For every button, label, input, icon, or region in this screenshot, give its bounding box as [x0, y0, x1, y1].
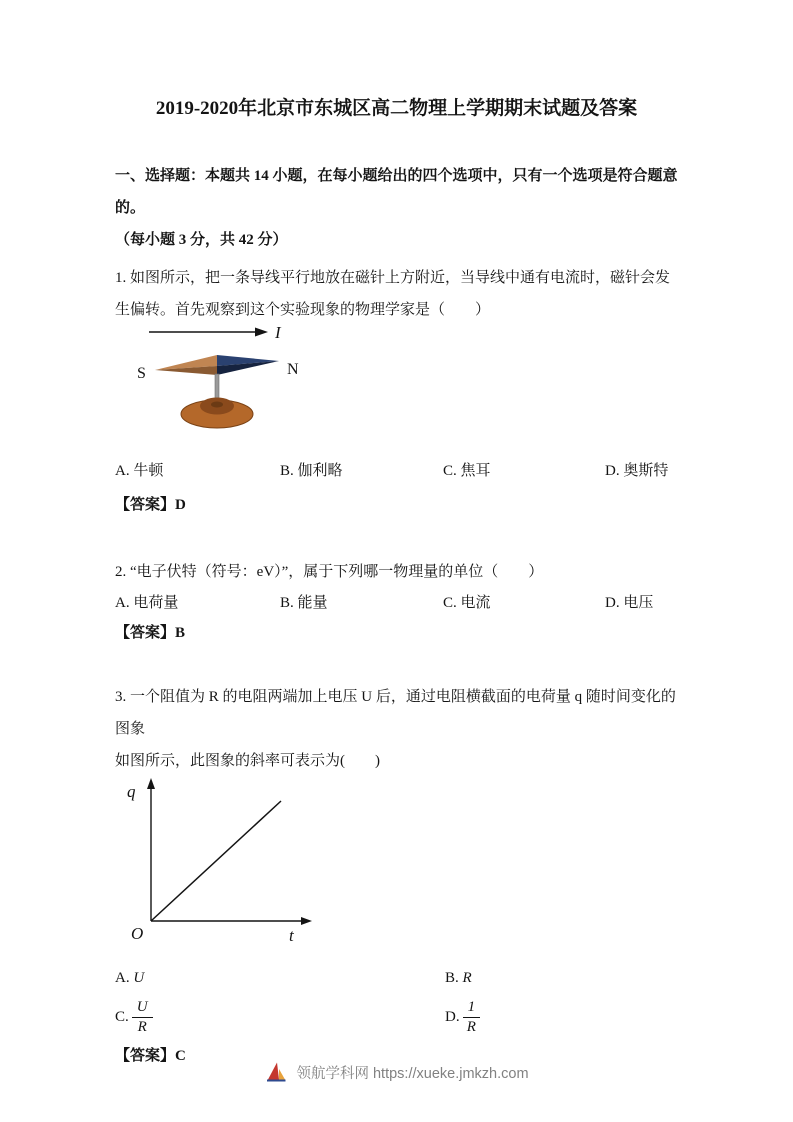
question-2-options [115, 588, 678, 618]
q3-option-b-letter: B. [445, 970, 463, 986]
q3-option-a-variable: U [133, 970, 145, 986]
q2-option-a: A. 电荷量 [115, 595, 179, 611]
q1-option-a: A. 牛顿 [115, 463, 164, 479]
question-3-text-line1: 3. 一个阻值为 R 的电阻两端加上电压 U 后，通过电阻横截面的电荷量 q 随时间变化的图象 [115, 689, 676, 737]
question-3-text-line2: 如图所示，此图象的斜率可表示为( ) [115, 753, 380, 769]
question-1-options [115, 456, 678, 486]
compass-illustration [137, 322, 342, 442]
y-axis-arrow-icon [147, 778, 155, 789]
q3-option-d [445, 999, 480, 1037]
q2-option-d: D. 电压 [605, 595, 654, 611]
q3-option-d-fraction [463, 999, 481, 1037]
section-header-line2: （每小题 3 分，共 42 分） [115, 232, 288, 248]
q3-option-b [445, 963, 472, 993]
q3-option-a [115, 963, 445, 993]
question-1-figure [137, 322, 678, 442]
question-2 [115, 556, 678, 648]
question-1 [115, 262, 678, 326]
stand-cap [211, 402, 223, 408]
q3-option-d-denominator: R [466, 1019, 476, 1036]
xueke-logo-icon [264, 1060, 288, 1084]
footer [0, 1060, 793, 1084]
north-pole-label: N [287, 361, 299, 378]
x-axis-label: t [289, 926, 294, 945]
q1-answer: 【答案】D [115, 497, 186, 513]
q3-option-b-variable: R [462, 970, 472, 986]
q3-option-d-letter: D. [445, 1009, 460, 1026]
q3-option-c [115, 999, 445, 1037]
q-vs-t-graph [123, 775, 323, 947]
q1-option-d: D. 奥斯特 [605, 463, 669, 479]
page-title: 2019-2020年北京市东城区高二物理上学期期末试题及答案 [155, 98, 638, 119]
x-axis-arrow-icon [301, 917, 312, 925]
q2-answer: 【答案】B [115, 625, 186, 641]
section-header [115, 160, 678, 256]
q2-option-c: C. 电流 [443, 595, 491, 611]
q3-option-c-fraction [132, 999, 153, 1037]
section-header-line1: 一、选择题：本题共 14 小题，在每小题给出的四个选项中，只有一个选项是符合题意的。 [115, 168, 678, 216]
question-3-figure [123, 775, 678, 947]
q-t-line [151, 801, 281, 921]
question-3-options-ab [115, 963, 678, 993]
question-1-text-line1: 1. 如图所示，把一条导线平行地放在磁针上方附近，当导线中通有电流时，磁针会发 [115, 270, 671, 286]
south-pole-label: S [137, 365, 146, 382]
current-arrow-icon [255, 328, 268, 337]
q3-option-c-denominator: R [137, 1019, 147, 1036]
question-3 [115, 681, 678, 777]
current-label: I [275, 323, 281, 342]
q3-option-c-numerator: U [132, 999, 153, 1018]
question-3-options-cd [115, 999, 678, 1037]
q3-option-a-letter: A. [115, 970, 134, 986]
q3-option-d-numerator: 1 [463, 999, 481, 1018]
q1-option-b: B. 伽利略 [280, 463, 343, 479]
y-axis-label: q [127, 782, 136, 801]
question-2-text: 2. “电子伏特（符号：eV）”，属于下列哪一物理量的单位（ ） [115, 564, 544, 580]
q2-option-b: B. 能量 [280, 595, 328, 611]
origin-label: O [131, 924, 144, 943]
footer-site-text: 领航学科网 https://xueke.jmkzh.com [296, 1065, 529, 1082]
q3-answer: 【答案】C [115, 1047, 186, 1064]
question-1-text-line2: 生偏转。首先观察到这个实验现象的物理学家是（ ） [115, 302, 491, 318]
q1-option-c: C. 焦耳 [443, 463, 491, 479]
q3-option-c-letter: C. [115, 1009, 129, 1026]
